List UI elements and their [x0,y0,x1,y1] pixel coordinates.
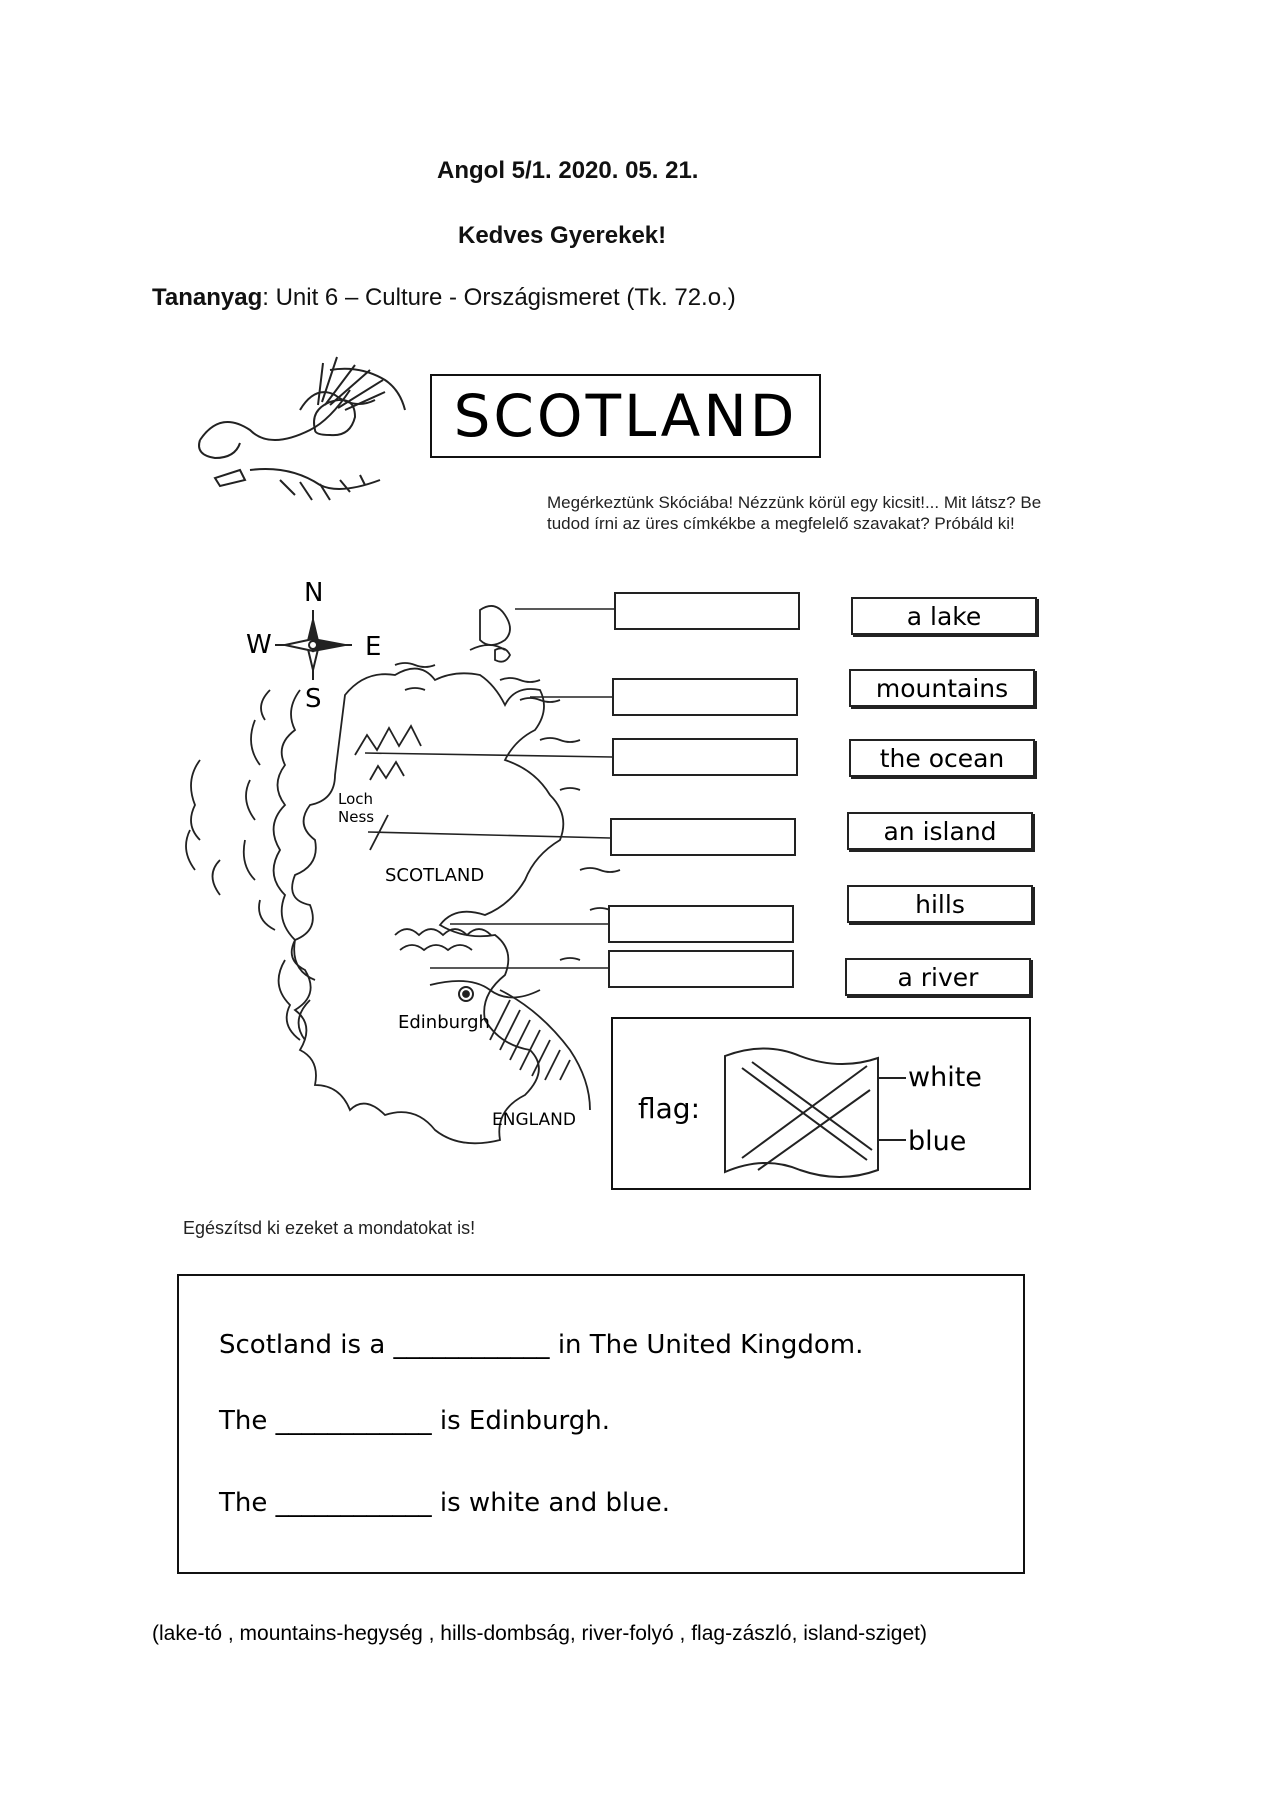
flag-white-label: white [908,1062,982,1093]
answer-blank-5[interactable] [608,905,794,943]
flag-blue-label: blue [908,1126,967,1157]
word-box-river: a river [845,958,1031,996]
sentence-2 [219,1406,610,1436]
sentence-3-end: is white and blue. [439,1488,670,1518]
sentence-instruction: Egészítsd ki ezeket a mondatokat is! [183,1218,476,1238]
sentence-1-end: in The United Kingdom. [557,1330,864,1360]
sentence-1-start: Scotland is a [219,1330,386,1360]
answer-blank-1[interactable] [614,592,800,630]
worksheet-title: SCOTLAND [430,374,821,458]
sentence-3 [219,1488,670,1518]
topic-label: Tananyag [152,284,263,311]
word-box-hills: hills [847,885,1033,923]
sentences-box [177,1274,1025,1574]
vocabulary-footer: (lake-tó , mountains-hegység , hills-dombság, river-folyó , flag-zászló, island-sziget) [152,1622,927,1645]
compass-s: S [305,684,322,714]
topic-text: : Unit 6 – Culture - Országismeret (Tk. 72.o.) [262,284,736,311]
sentence-2-start: The [219,1406,268,1436]
map-label-scotland: SCOTLAND [385,865,485,886]
answer-blank-2[interactable] [612,678,798,716]
sentence-2-blank[interactable]: ____________ [275,1406,432,1436]
map-label-edinburgh: Edinburgh [398,1012,490,1033]
answer-blank-3[interactable] [612,738,798,776]
worksheet-intro: Megérkeztünk Skóciába! Nézzünk körül egy kicsit!... Mit látsz? Be tudod írni az üres címkékbe a megfelelő szavakat? Próbáld ki! [547,493,1042,533]
word-box-mountains: mountains [849,669,1035,707]
flag-label: flag: [638,1092,701,1125]
map-label-ness: Ness [338,808,375,826]
sentence-2-end: is Edinburgh. [439,1406,611,1436]
greeting: Kedves Gyerekek! [458,222,667,249]
word-box-ocean: the ocean [849,739,1035,777]
compass-n: N [304,578,324,608]
word-box-island: an island [847,812,1033,850]
compass-e: E [365,632,382,662]
answer-blank-4[interactable] [610,818,796,856]
compass-rose [275,610,352,680]
word-box-lake: a lake [851,597,1037,635]
sentence-1-blank[interactable]: ____________ [393,1330,550,1360]
page-title: Angol 5/1. 2020. 05. 21. [437,157,699,184]
compass-w: W [246,630,272,660]
answer-blank-6[interactable] [608,950,794,988]
map-label-england: ENGLAND [492,1110,576,1130]
thistle-illustration [199,357,405,500]
sentence-1 [219,1330,863,1360]
sentence-3-start: The [219,1488,268,1518]
sentence-3-blank[interactable]: ____________ [275,1488,432,1518]
map-label-loch: Loch [338,790,374,808]
